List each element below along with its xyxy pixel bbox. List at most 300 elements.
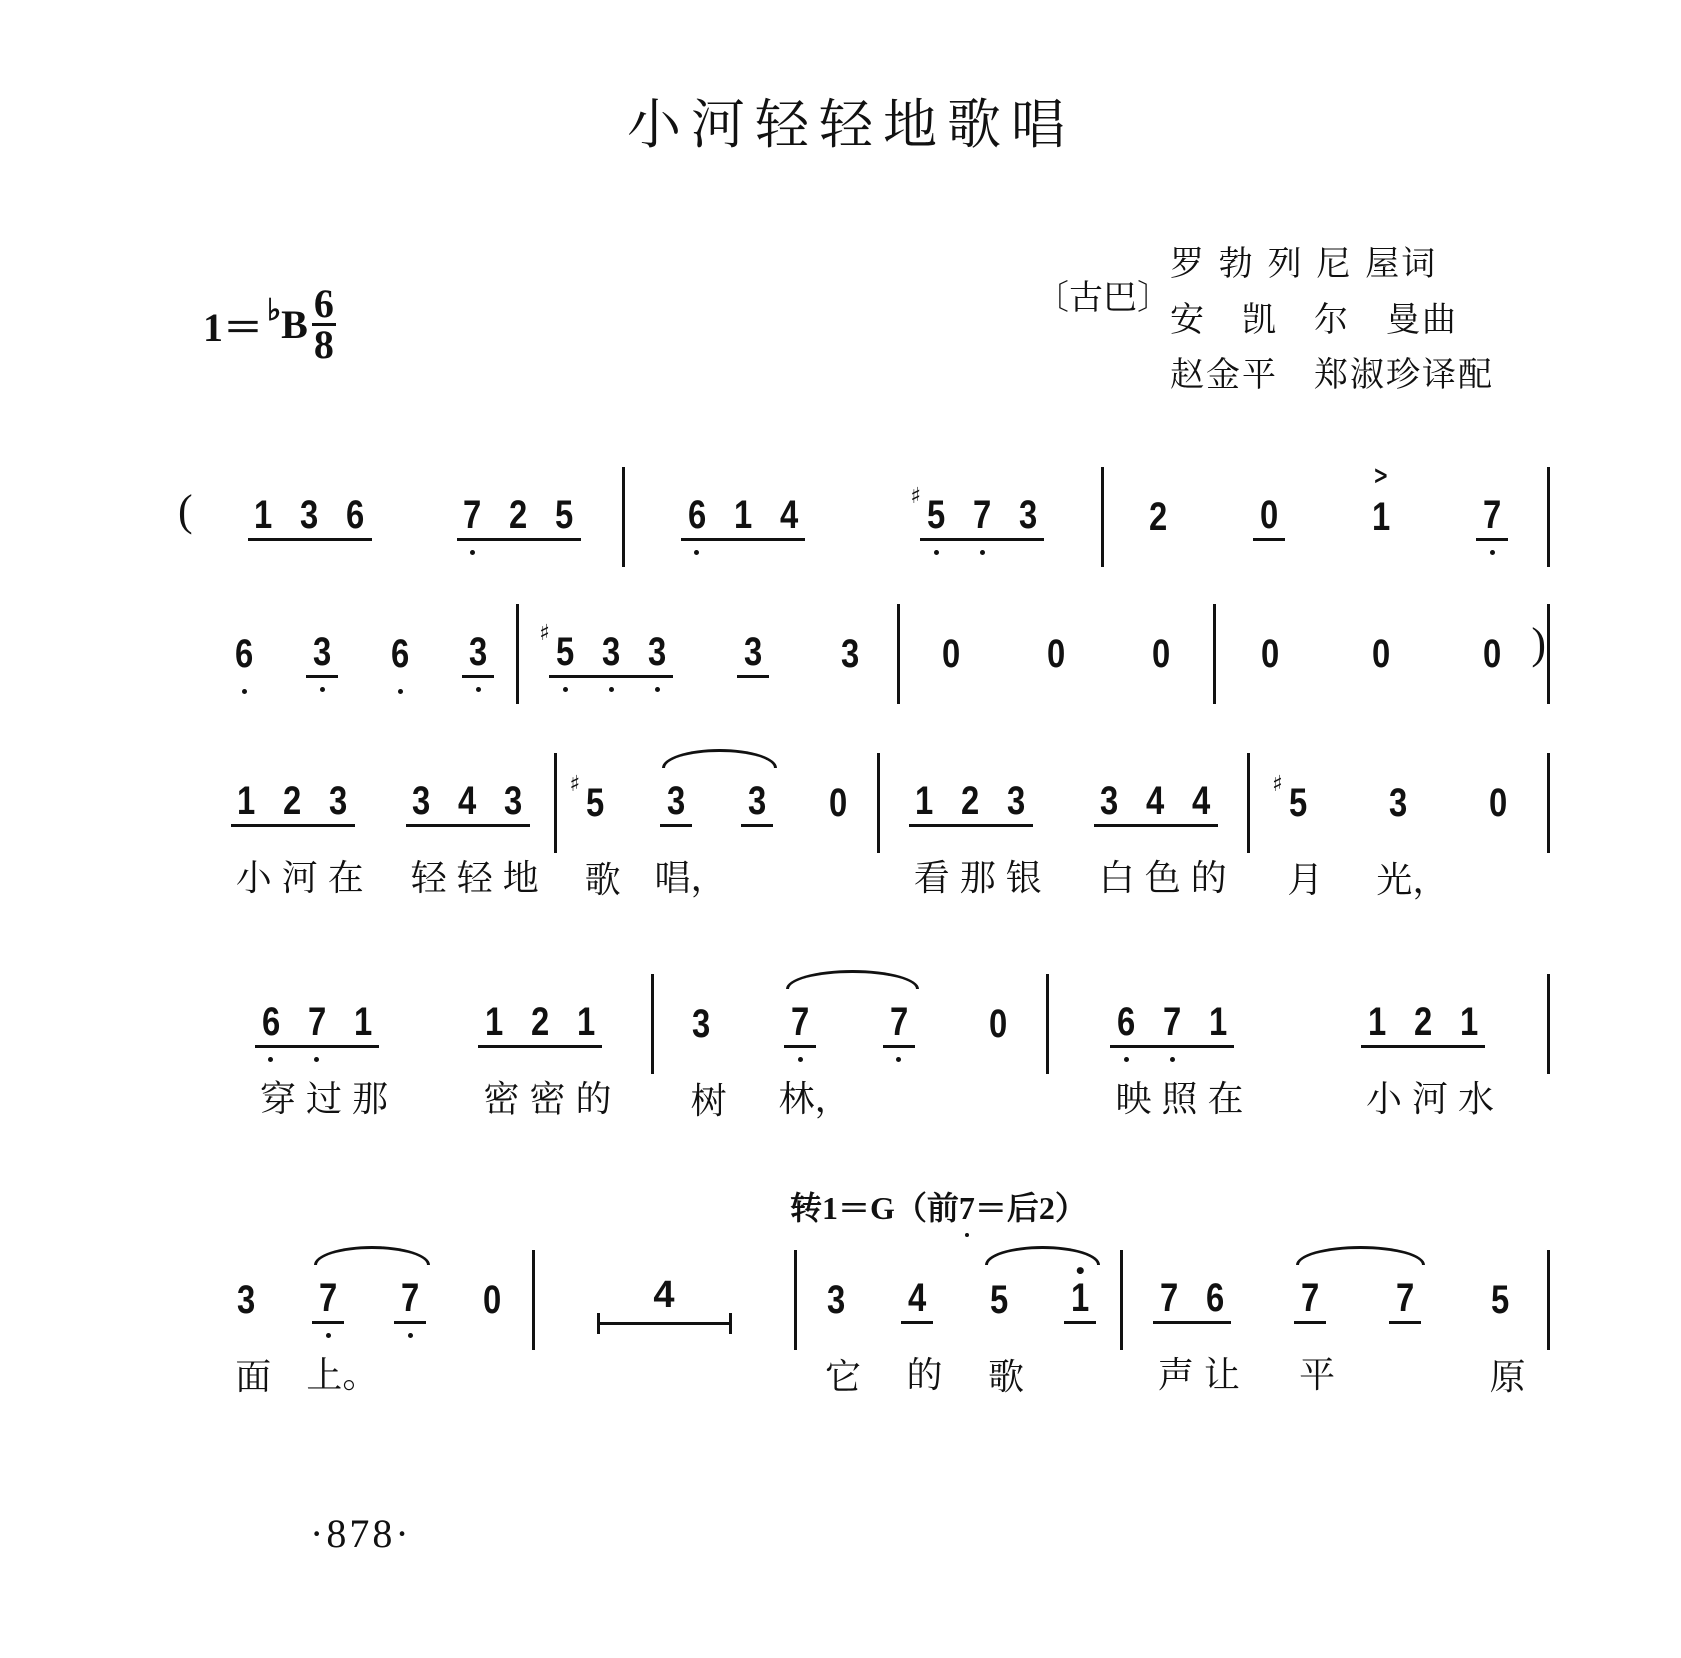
note — [1188, 778, 1227, 899]
note — [1204, 999, 1244, 1120]
note-digit: 3 — [602, 629, 621, 674]
note — [1455, 999, 1494, 1120]
measure — [623, 467, 1102, 567]
note-digit: 3 — [840, 632, 859, 676]
lyric-syllable: 的 — [575, 1078, 612, 1120]
note-group — [569, 772, 621, 901]
note — [1201, 1275, 1240, 1396]
note — [687, 1002, 727, 1122]
note — [480, 999, 520, 1120]
note-digit: 2 — [961, 778, 980, 823]
note-digit: 5 — [556, 629, 575, 674]
note — [408, 778, 447, 899]
barline — [1547, 604, 1550, 704]
lyric-syllable: 白 — [1098, 857, 1135, 899]
note — [1042, 633, 1070, 675]
note-digit: 3 — [692, 1002, 711, 1046]
song-title: 小河轻轻地歌唱 — [627, 93, 1075, 156]
note-digit: 1 — [254, 492, 273, 537]
note — [1255, 494, 1283, 536]
slur-arc — [985, 1246, 1101, 1265]
note — [526, 999, 566, 1120]
note-digit: 3 — [1019, 492, 1038, 537]
note — [349, 999, 388, 1120]
note-digit: 3 — [312, 629, 332, 674]
multi-measure-rest — [597, 1273, 732, 1325]
rest-count: 4 — [653, 1273, 675, 1316]
note-digit: 2 — [283, 778, 302, 823]
note-digit: 0 — [1371, 632, 1391, 676]
note — [539, 620, 579, 674]
score-line — [0, 1250, 1681, 1398]
credit-lyricist: 罗 勃 列 尼 屋词 — [1170, 244, 1438, 284]
low-octave-dot — [242, 689, 247, 694]
note-group — [1376, 781, 1449, 901]
note-digit: 0 — [482, 1278, 502, 1322]
beamed-group — [306, 631, 338, 678]
sharp-sign: ♯ — [910, 483, 921, 509]
note — [985, 1278, 1024, 1398]
note-group — [1145, 633, 1177, 675]
open-parenthesis: ( — [178, 486, 193, 535]
credit-composer: 安 凯 尔 曼曲 — [1170, 300, 1458, 340]
note — [572, 999, 612, 1120]
note — [775, 494, 803, 536]
lyric-syllable: 银 — [1005, 857, 1042, 899]
note-group — [1254, 633, 1286, 675]
note-digit: 1 — [237, 778, 256, 823]
note — [1147, 633, 1175, 675]
note — [1144, 496, 1172, 538]
note-digit: 3 — [412, 778, 431, 823]
note-digit: 5 — [989, 1278, 1008, 1322]
rest-bar — [597, 1322, 732, 1325]
close-parenthesis: ) — [1531, 619, 1546, 668]
note-group — [476, 1279, 508, 1321]
low-octave-dot — [896, 1057, 901, 1062]
note-digit: 1 — [1367, 999, 1386, 1044]
note — [1003, 778, 1042, 899]
note-digit: 7 — [1163, 999, 1182, 1044]
note-group — [1365, 633, 1397, 675]
beamed-group — [1110, 999, 1244, 1120]
time-signature — [312, 281, 336, 367]
measure — [878, 753, 1248, 899]
note-group — [1365, 461, 1397, 539]
measure — [1121, 1250, 1548, 1398]
note-digit: 4 — [458, 778, 477, 823]
note-group — [1482, 782, 1514, 824]
lyric-syllable: 唱， — [654, 857, 727, 899]
score-line — [0, 461, 1681, 567]
note-digit: 0 — [988, 1002, 1007, 1046]
note — [643, 631, 671, 673]
note-digit: 0 — [1488, 781, 1508, 825]
key-change-marking — [790, 1183, 1087, 1229]
measure — [205, 974, 652, 1120]
key-tonic: B — [281, 302, 308, 347]
measure — [1214, 604, 1548, 704]
note-digit: 6 — [261, 999, 280, 1044]
note — [306, 1275, 379, 1396]
beamed-group — [909, 778, 1042, 899]
beamed-group — [910, 483, 1044, 541]
note-digit: 0 — [1046, 632, 1066, 676]
note-digit: 0 — [1260, 492, 1279, 537]
note-group — [1476, 633, 1508, 675]
note-digit: 6 — [687, 492, 706, 537]
note — [937, 633, 965, 675]
lyric-syllable: 河 — [1411, 1078, 1448, 1120]
beamed-group — [1389, 1277, 1421, 1324]
beamed-group — [478, 999, 612, 1120]
low-octave-dot — [694, 550, 699, 555]
note — [597, 631, 625, 673]
note — [569, 772, 621, 901]
flat-sign: ♭ — [267, 294, 282, 327]
note — [1478, 494, 1506, 536]
note-digit: 5 — [1288, 781, 1308, 825]
beamed-group — [255, 999, 388, 1120]
lyric-syllable: 水 — [1457, 1078, 1494, 1120]
note-digit: 3 — [747, 778, 766, 823]
measure — [205, 753, 555, 899]
lyric-syllable: 地 — [502, 857, 539, 899]
lyric-syllable: 河 — [281, 857, 318, 899]
time-top: 6 — [313, 281, 334, 326]
note — [250, 494, 278, 536]
measure — [533, 1250, 795, 1350]
beamed-group — [1361, 999, 1494, 1120]
note-digit: 5 — [586, 781, 605, 825]
note — [1409, 999, 1448, 1120]
measure — [1248, 753, 1548, 901]
note — [1158, 999, 1198, 1120]
slur-arc — [662, 749, 777, 768]
note — [1367, 633, 1395, 675]
note — [1272, 772, 1324, 901]
note-digit: 1 — [577, 999, 596, 1044]
note — [1367, 461, 1395, 539]
note-digit: 6 — [346, 492, 365, 537]
credit-country: 〔古巴〕 — [1035, 278, 1171, 318]
beamed-group — [778, 999, 851, 1120]
lyric-syllable: 光， — [1376, 860, 1449, 901]
note — [551, 494, 579, 536]
note-digit: 3 — [648, 629, 667, 674]
sharp-sign: ♯ — [569, 772, 581, 797]
beamed-group — [1294, 1275, 1336, 1396]
note-group — [1272, 772, 1324, 901]
note-digit: 6 — [1205, 1275, 1224, 1320]
note-group — [1484, 1278, 1526, 1398]
note — [1155, 1275, 1194, 1396]
beamed-group — [681, 494, 805, 541]
note-digit: 0 — [828, 781, 847, 825]
lyric-syllable: 面 — [235, 1357, 272, 1398]
note-digit: 4 — [779, 492, 798, 537]
note — [1142, 778, 1181, 899]
note — [1376, 781, 1449, 901]
note-digit: 2 — [1413, 999, 1432, 1044]
note-digit: 3 — [826, 1278, 845, 1322]
beamed-group — [248, 494, 372, 541]
measure — [555, 753, 878, 901]
note — [230, 633, 258, 675]
lyric-syllable: 的 — [906, 1354, 943, 1396]
note-group — [384, 633, 416, 675]
note-digit: 3 — [1007, 778, 1026, 823]
lyric-syllable: 轻 — [456, 857, 493, 899]
note — [464, 631, 492, 673]
note — [396, 1277, 424, 1319]
lyric-syllable: 映 — [1115, 1078, 1152, 1120]
note-digit: 7 — [400, 1275, 420, 1320]
note-digit: 1 — [733, 492, 752, 537]
note — [910, 483, 950, 537]
low-octave-dot — [398, 689, 403, 694]
note-digit: 5 — [927, 492, 946, 537]
modulation-prefix: 转1＝G（前 — [790, 1190, 959, 1226]
measure — [205, 604, 517, 704]
note — [386, 633, 414, 675]
note — [778, 999, 851, 1120]
lyric-syllable: 月 — [1287, 860, 1324, 901]
barline — [1547, 1250, 1550, 1350]
sharp-sign: ♯ — [1272, 772, 1283, 797]
note-group — [983, 1278, 1024, 1398]
note-digit: 0 — [941, 632, 960, 676]
note — [500, 778, 539, 899]
note-digit: 3 — [468, 629, 488, 674]
measure — [205, 1250, 533, 1398]
lyric-syllable: 照 — [1161, 1078, 1198, 1120]
lyric-syllable: 小 — [235, 857, 272, 899]
note — [957, 778, 996, 899]
note-digit: 3 — [504, 778, 523, 823]
note-digit: 3 — [1388, 781, 1408, 825]
low-octave-dot — [1124, 1057, 1129, 1062]
note-group — [230, 1278, 272, 1398]
lyric-syllable: 它 — [824, 1357, 861, 1398]
note-digit: 7 — [1159, 1275, 1178, 1320]
note-digit: 3 — [744, 629, 763, 674]
note — [1256, 633, 1284, 675]
page-number: ·878· — [310, 1511, 412, 1556]
note — [505, 494, 533, 536]
score-line — [0, 753, 1681, 901]
score-line — [0, 604, 1681, 704]
accent-mark: > — [1373, 461, 1389, 491]
lyric-syllable: 密 — [529, 1078, 566, 1120]
beamed-group — [883, 1001, 915, 1048]
low-octave-dot — [408, 1333, 413, 1338]
slur-arc — [786, 970, 919, 989]
note — [1363, 999, 1402, 1120]
lyric-syllable: 歌 — [584, 860, 621, 901]
note-digit: 0 — [1152, 632, 1171, 676]
barline — [1547, 974, 1550, 1074]
low-octave-dot — [655, 687, 660, 692]
lyric-syllable: 树 — [690, 1081, 727, 1122]
measure — [1102, 461, 1548, 567]
note — [257, 999, 296, 1120]
note — [303, 999, 342, 1120]
lyric-syllable: 声 — [1157, 1354, 1194, 1396]
note — [743, 780, 771, 822]
note-digit: 1 — [485, 999, 504, 1044]
note — [232, 1278, 272, 1398]
lyric-syllable: 看 — [913, 857, 950, 899]
measure — [652, 974, 1047, 1122]
beamed-group — [231, 778, 364, 899]
note-digit: 7 — [1396, 1275, 1415, 1320]
measure — [898, 604, 1214, 704]
note-group — [228, 633, 260, 675]
note-digit: 6 — [1117, 999, 1136, 1044]
lyric-syllable: 轻 — [410, 857, 447, 899]
note — [1066, 1258, 1094, 1320]
note — [1014, 494, 1042, 536]
slur-arc — [1296, 1246, 1425, 1265]
beamed-group — [901, 1275, 943, 1396]
note-digit: 0 — [1260, 632, 1279, 676]
note — [968, 494, 996, 536]
low-octave-dot — [609, 687, 614, 692]
note-digit: 0 — [1483, 632, 1502, 676]
note-digit: 5 — [1491, 1278, 1510, 1322]
note-digit: 5 — [555, 492, 574, 537]
beamed-group — [1094, 778, 1227, 899]
note-group — [822, 782, 854, 824]
note — [478, 1279, 506, 1321]
note-digit: 7 — [1483, 492, 1502, 537]
note — [1096, 778, 1135, 899]
barline — [1547, 753, 1550, 853]
note — [1486, 1278, 1526, 1398]
beamed-group — [462, 631, 494, 678]
note-group — [820, 1278, 861, 1398]
note — [654, 778, 727, 899]
slur-arc — [314, 1246, 430, 1265]
note-digit: 3 — [300, 492, 319, 537]
low-octave-dot — [798, 1057, 803, 1062]
beamed-group — [394, 1277, 426, 1324]
lyric-syllable: 歌 — [987, 1357, 1024, 1398]
measure — [1047, 974, 1548, 1120]
modulation-suffix: ＝后2） — [974, 1190, 1087, 1226]
note — [308, 631, 336, 673]
measure — [517, 604, 898, 704]
note — [885, 1001, 913, 1043]
lyric-syllable: 在 — [1207, 1078, 1244, 1120]
beamed-group — [406, 778, 539, 899]
note — [279, 778, 318, 899]
note-digit: 6 — [234, 632, 254, 676]
high-octave-dot: • — [1073, 1258, 1087, 1283]
low-octave-dot — [563, 687, 568, 692]
note-digit: 6 — [390, 632, 410, 676]
note-group — [982, 1003, 1014, 1045]
low-octave-dot — [320, 687, 325, 692]
note-digit: 2 — [509, 492, 528, 537]
lyric-syllable: 平 — [1299, 1354, 1336, 1396]
measure — [205, 467, 623, 567]
note-digit: 4 — [1192, 778, 1211, 823]
lyric-syllable: 密 — [483, 1078, 520, 1120]
key-prefix: 1＝ — [203, 305, 263, 350]
note-digit: 1 — [1071, 1275, 1090, 1320]
note-digit: 1 — [353, 999, 372, 1044]
lyric-syllable: 的 — [1190, 857, 1227, 899]
note-group — [685, 1002, 727, 1122]
lyric-syllable: 小 — [1365, 1078, 1402, 1120]
barline — [1547, 467, 1550, 567]
low-octave-dot — [1490, 550, 1495, 555]
credit-translators: 赵金平 郑淑珍译配 — [1170, 355, 1494, 395]
note — [233, 778, 272, 899]
note — [824, 782, 852, 824]
lyric-syllable: 在 — [327, 857, 364, 899]
note — [342, 494, 370, 536]
note-group — [1040, 633, 1072, 675]
beamed-group — [1153, 1275, 1240, 1396]
lyric-syllable: 色 — [1144, 857, 1181, 899]
note-digit: 7 — [791, 999, 810, 1044]
lyric-syllable: 原 — [1489, 1357, 1526, 1398]
beamed-group — [1253, 494, 1285, 541]
note — [296, 494, 324, 536]
lyric-syllable: 上。 — [306, 1354, 379, 1396]
note-group — [834, 633, 866, 675]
low-octave-dot — [1170, 1057, 1175, 1062]
lyric-syllable: 穿 — [259, 1078, 296, 1120]
beamed-group — [306, 1275, 379, 1396]
note-digit: 4 — [908, 1275, 927, 1320]
note-digit: 7 — [318, 1275, 338, 1320]
note — [822, 1278, 861, 1398]
beamed-group — [1064, 1258, 1096, 1324]
note — [739, 631, 767, 673]
note — [454, 778, 493, 899]
lyric-syllable: 林， — [778, 1078, 851, 1120]
time-bottom: 8 — [313, 322, 334, 367]
note-digit: 2 — [531, 999, 550, 1044]
note-digit: 7 — [463, 492, 482, 537]
note — [984, 1003, 1012, 1045]
note — [1478, 633, 1506, 675]
low-octave-dot — [980, 550, 985, 555]
sharp-sign: ♯ — [539, 620, 550, 646]
note-digit: 7 — [973, 492, 992, 537]
beamed-group — [737, 631, 769, 678]
beamed-group — [457, 494, 581, 541]
lyric-syllable: 过 — [305, 1078, 342, 1120]
note — [836, 633, 864, 675]
low-octave-dot — [476, 687, 481, 692]
note — [1391, 1277, 1419, 1319]
note — [903, 1275, 943, 1396]
note-digit: 3 — [236, 1278, 256, 1322]
beamed-group — [1476, 494, 1508, 541]
note-digit: 1 — [1459, 999, 1478, 1044]
note-digit: 1 — [1209, 999, 1228, 1044]
note-digit: 3 — [329, 778, 348, 823]
note — [459, 494, 487, 536]
low-octave-dot — [314, 1057, 319, 1062]
low-octave-dot — [470, 550, 475, 555]
note — [1484, 782, 1512, 824]
